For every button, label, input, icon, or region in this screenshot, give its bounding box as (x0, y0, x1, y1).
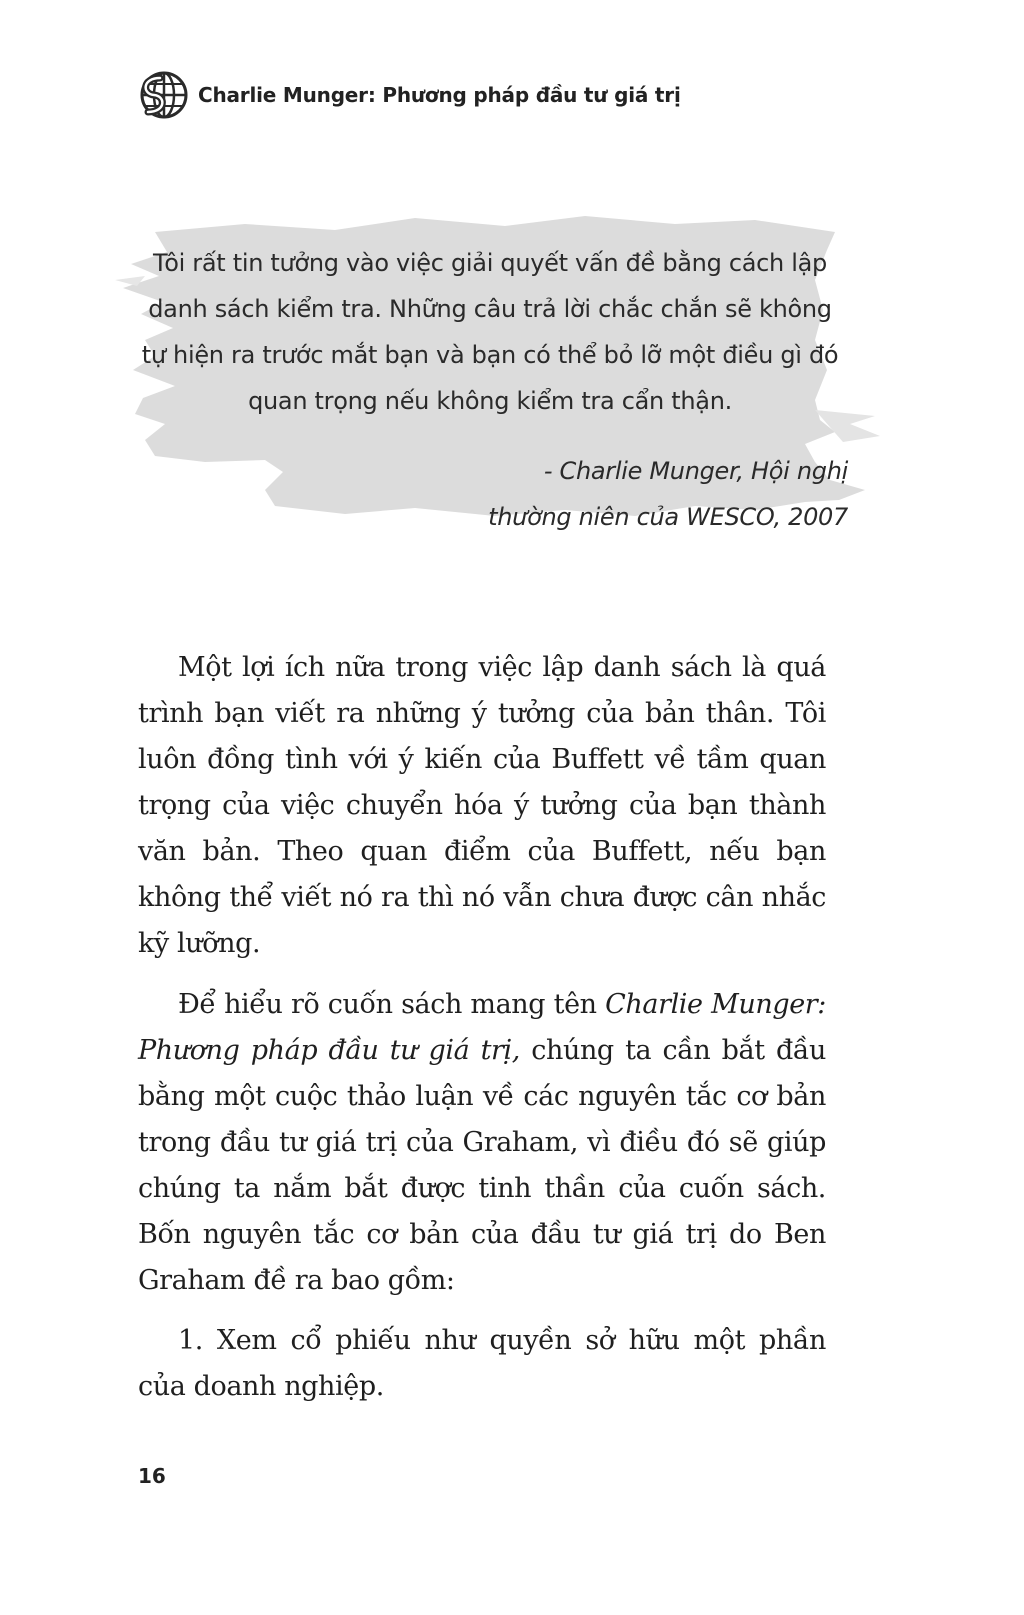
attribution-line-2: thường niên của WESCO, 2007 (488, 503, 848, 531)
quote-attribution (488, 448, 848, 540)
attribution-line-1: - Charlie Munger, Hội nghị (543, 457, 848, 485)
list-item: 1. Xem cổ phiếu như quyền sở hữu một phần của doanh nghiệp. (138, 1325, 826, 1402)
globe-dollar-logo-icon (138, 70, 188, 120)
epigraph-quote: Tôi rất tin tưởng vào việc giải quyết vấn đề bằng cách lập danh sách kiểm tra. Những câu trả lời chắc chắn sẽ không tự hiện ra trước mắt bạn và bạn có thể bỏ lỡ một điều gì đó quan trọng nếu không kiểm tra cẩn thận. (141, 249, 839, 415)
paragraph-rest: chúng ta cần bắt đầu bằng một cuộc thảo luận về các nguyên tắc cơ bản trong đầu tư giá trị của Graham, vì điều đó sẽ giúp chúng ta nắm bắt được tinh thần của cuốn sách. Bốn nguyên tắc cơ bản của đầu tư giá trị do Ben Graham đề ra bao gồm: (138, 1035, 826, 1296)
paragraph-text: Một lợi ích nữa trong việc lập danh sách là quá trình bạn viết ra những ý tưởng của bản thân. Tôi luôn đồng tình với ý kiến của Buffett về tầm quan trọng của việc chuyển hóa ý tưởng của bạn thành văn bản. Theo quan điểm của Buffett, nếu bạn không thể viết nó ra thì nó vẫn chưa được cân nhắc kỹ lưỡng. (138, 652, 826, 959)
page-number: 16 (138, 1464, 166, 1488)
paragraph-lead: Để hiểu rõ cuốn sách mang tên (178, 989, 606, 1020)
book-title: Charlie Munger: Phương pháp đầu tư giá trị, (138, 989, 826, 1066)
running-header (138, 66, 681, 124)
paragraph-text (138, 982, 826, 1304)
running-title: Charlie Munger: Phương pháp đầu tư giá trị (198, 83, 681, 107)
body-paragraph-1 (138, 645, 826, 967)
body-paragraph-2 (138, 982, 826, 1304)
numbered-list (138, 1318, 826, 1410)
